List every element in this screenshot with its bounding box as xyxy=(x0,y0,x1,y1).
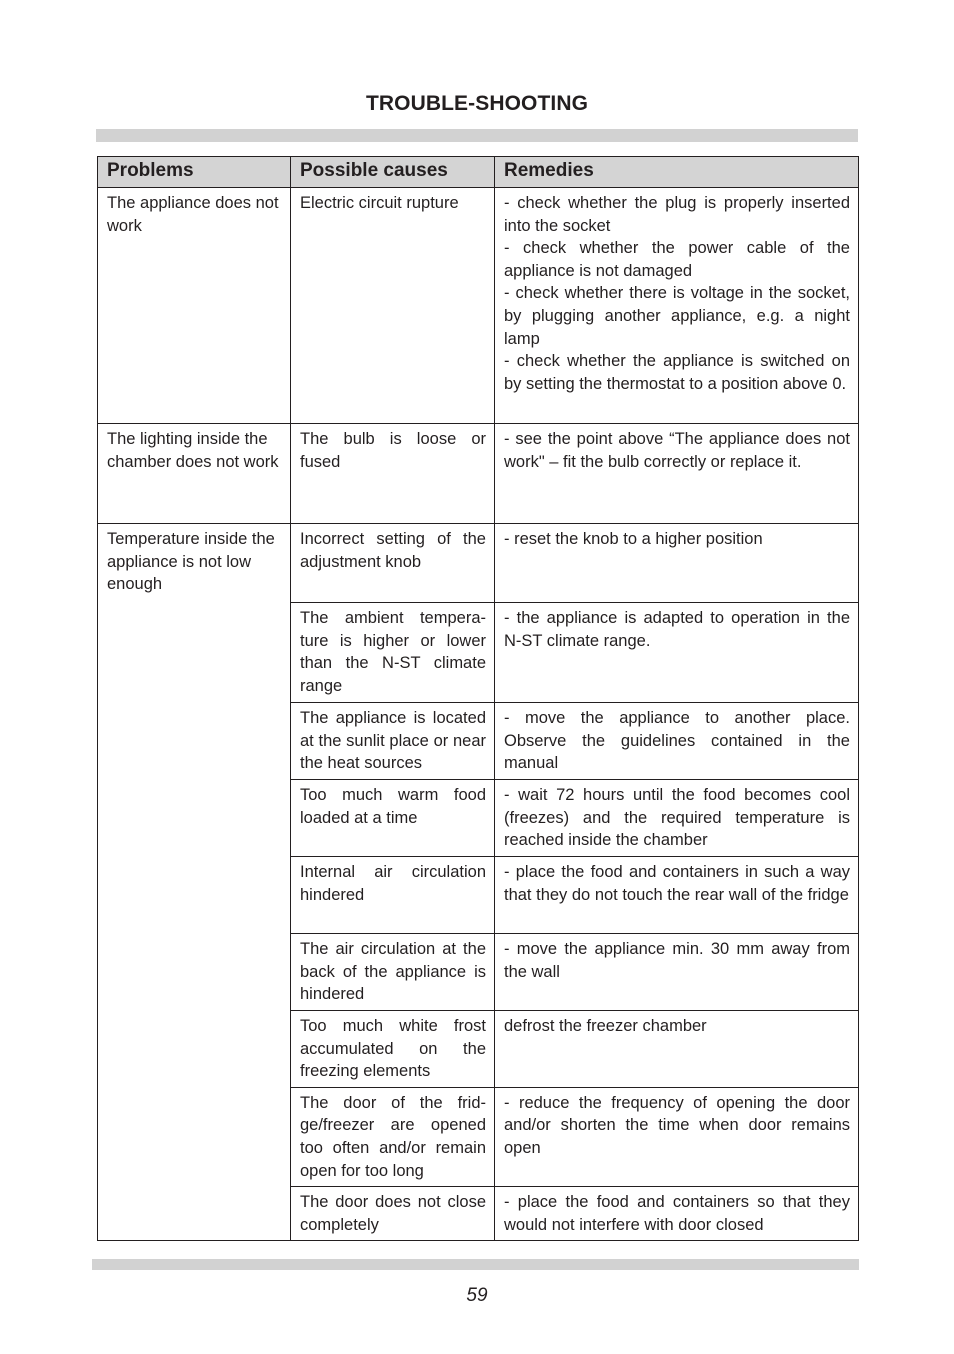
cause-cell: Too much warm food loaded at a time xyxy=(291,780,495,857)
remedy-cell: - wait 72 hours until the food becomes cool (freezes) and the required temperature is reached inside the chamber xyxy=(495,780,859,857)
troubleshooting-table xyxy=(97,156,859,1241)
remedy-cell: - check whether the plug is properly inserted into the socket - check whether the power cable of the appliance is not damaged - check whether there is voltage in the socket, by plugging another appliance, e.g. a night lamp - check whether the appliance is switched on by setting the thermostat to a position above 0. xyxy=(495,188,859,424)
table-header-row xyxy=(98,157,859,188)
remedy-cell: - move the appliance to another place. Observe the guidelines contained in the manual xyxy=(495,703,859,780)
footer-rule xyxy=(92,1259,859,1270)
page-number: 59 xyxy=(466,1285,488,1306)
table-row xyxy=(98,424,859,524)
cause-cell: The door of the frid-ge/freezer are opened too often and/or remain open for too long xyxy=(291,1087,495,1186)
table-row xyxy=(98,524,859,603)
header-problems: Problems xyxy=(98,157,291,188)
header-rule xyxy=(96,129,858,142)
remedy-cell: - reset the knob to a higher position xyxy=(495,524,859,603)
problem-cell: Temperature inside the appliance is not low enough xyxy=(98,524,291,1241)
cause-cell: The ambient tempera-ture is higher or lower than the N-ST climate range xyxy=(291,603,495,703)
cause-cell: The door does not close completely xyxy=(291,1187,495,1241)
table-row xyxy=(98,188,859,424)
remedy-cell: - the appliance is adapted to operation in the N-ST climate range. xyxy=(495,603,859,703)
remedy-cell: defrost the freezer chamber xyxy=(495,1011,859,1088)
remedy-cell: - place the food and containers so that they would not interfere with door closed xyxy=(495,1187,859,1241)
remedy-cell: - see the point above “The appliance does not work" – fit the bulb correctly or replace it. xyxy=(495,424,859,524)
cause-cell: Too much white frost accumulated on the freezing elements xyxy=(291,1011,495,1088)
cause-cell: The air circulation at the back of the appliance is hindered xyxy=(291,934,495,1011)
cause-cell: Internal air circulation hindered xyxy=(291,857,495,934)
page-title: TROUBLE-SHOOTING xyxy=(365,92,589,115)
remedy-cell: - reduce the frequency of opening the door and/or shorten the time when door remains open xyxy=(495,1087,859,1186)
remedy-cell: - place the food and containers in such a way that they do not touch the rear wall of the fridge xyxy=(495,857,859,934)
cause-cell: The appliance is located at the sunlit place or near the heat sources xyxy=(291,703,495,780)
problem-cell: The lighting inside the chamber does not work xyxy=(98,424,291,524)
remedy-cell: - move the appliance min. 30 mm away from the wall xyxy=(495,934,859,1011)
cause-cell: Incorrect setting of the adjustment knob xyxy=(291,524,495,603)
cause-cell: The bulb is loose or fused xyxy=(291,424,495,524)
header-possible-causes: Possible causes xyxy=(291,157,495,188)
cause-cell: Electric circuit rupture xyxy=(291,188,495,424)
problem-cell: The appliance does not work xyxy=(98,188,291,424)
header-remedies: Remedies xyxy=(495,157,859,188)
